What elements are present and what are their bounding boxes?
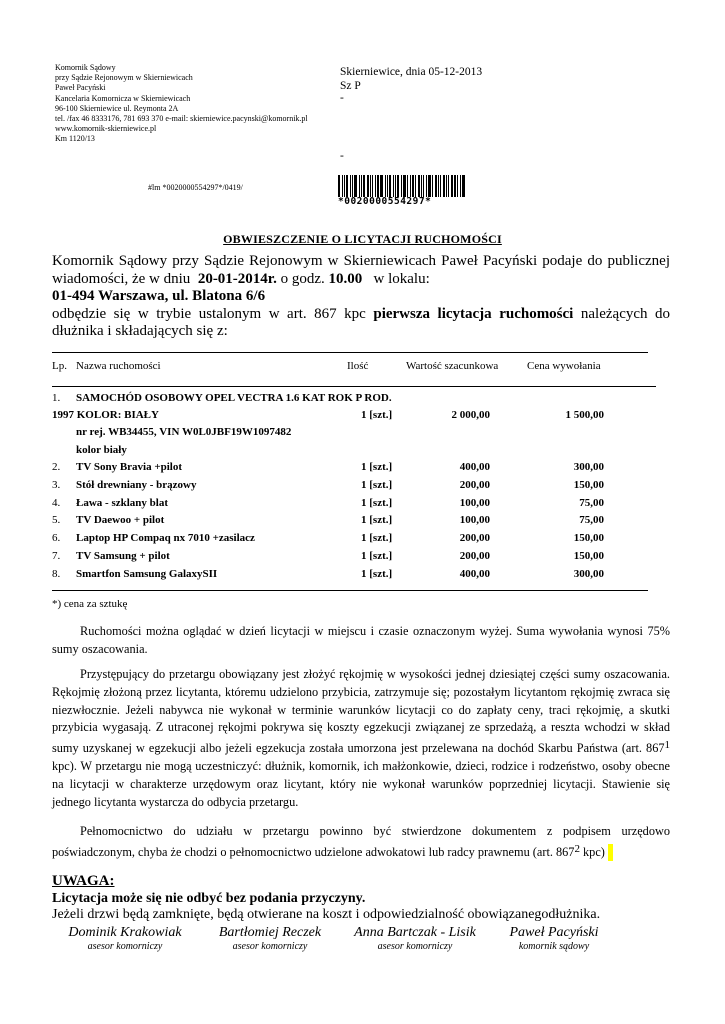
barcode-bar bbox=[451, 175, 453, 197]
item-price: 300,00 bbox=[573, 461, 604, 473]
barcode-bar bbox=[363, 175, 365, 197]
document-title: OBWIESZCZENIE O LICYTACJI RUCHOMOŚCI bbox=[223, 232, 502, 246]
footnote-1: 1 bbox=[664, 739, 670, 752]
table-rule-top bbox=[52, 352, 648, 353]
item-price: 300,00 bbox=[573, 567, 604, 580]
item-price: 150,00 bbox=[573, 532, 604, 545]
barcode-bar bbox=[375, 175, 376, 197]
barcode-bar bbox=[423, 175, 424, 197]
case-number: Km 1120/13 bbox=[55, 134, 95, 144]
item-value: 400,00 bbox=[459, 567, 490, 580]
deposit-paragraph bbox=[52, 666, 670, 811]
deposit-text-a: Przystępujący do przetargu obowiązany jest złożyć rękojmię w wysokości jednej dziesiątej części sumy oszacowania. Rękojmię złożoną przez licytanta, któremu udzielono przybicia, zatrzymuje się; pozostałym licytantom rękojmię zwraca się niezwłocznie. Jeżeli nabywca nie wykonał w terminie warunków licytacji co do zapłaty ceny, traci rękojmię, a skutki przybicia wygasają. Z utraconej rękojmi pokrywa się koszty egzekucji związanej ze sprzedażą, a reszta wchodzi w skład sumy uzyskanej w egzekucji albo jeżeli egzekucja została umorzona jest przelewana na dochód Skarbu Państwa (art. 867 bbox=[52, 667, 670, 756]
letterhead-line: przy Sądzie Rejonowym w Skierniewicach bbox=[55, 73, 193, 83]
item-qty: 1 [szt.] bbox=[361, 567, 393, 580]
barcode-bar bbox=[361, 175, 362, 197]
barcode-bar bbox=[457, 175, 458, 197]
barcode-bar bbox=[407, 175, 408, 197]
barcode-bar bbox=[454, 175, 456, 197]
item-lp: 8. bbox=[52, 567, 61, 580]
table-rule-bottom bbox=[52, 590, 648, 591]
signature-4 bbox=[498, 925, 610, 952]
item-qty: 1 [szt.] bbox=[361, 514, 393, 527]
warning-line-2: Jeżeli drzwi będą zamknięte, będą otwierane na koszt i odpowiedzialność obowiązanegodłużnika. bbox=[52, 907, 601, 922]
barcode-bar bbox=[385, 175, 386, 197]
item-name: Stół drewniany - brązowy bbox=[76, 478, 197, 491]
item-lp: 5. bbox=[52, 514, 61, 527]
document-date: Skierniewice, dnia 05-12-2013 bbox=[340, 66, 483, 78]
item-price: 150,00 bbox=[573, 478, 604, 491]
intro-place: w lokalu: bbox=[373, 270, 430, 287]
power-of-attorney-paragraph bbox=[52, 823, 670, 862]
barcode-bar bbox=[462, 175, 465, 197]
poa-text-a: Pełnomocnictwo do udziału w przetargu powinno być stwierdzone dokumentem z podpisem urzędowo poświadczonym, chyba że chodzi o pełnomocnictwo udzielone adwokatowi lub radcy prawnemu (art. 867 bbox=[52, 824, 670, 859]
highlight-mark bbox=[608, 844, 613, 861]
barcode-bar bbox=[370, 175, 371, 197]
barcode-bar bbox=[421, 175, 422, 197]
item-lp: 7. bbox=[52, 550, 61, 562]
barcode-bar bbox=[387, 175, 388, 197]
barcode-bar bbox=[393, 175, 394, 197]
item-name: TV Daewoo + pilot bbox=[76, 514, 165, 527]
barcode-bar bbox=[440, 175, 441, 197]
item-qty: 1 [szt.] bbox=[361, 532, 393, 545]
table-note: *) cena za sztukę bbox=[52, 598, 128, 610]
item-lp: 2. bbox=[52, 461, 61, 473]
barcode-bars bbox=[338, 175, 466, 197]
item-value: 200,00 bbox=[459, 478, 490, 491]
item-name: TV Sony Bravia +pilot bbox=[76, 461, 183, 473]
letterhead-line: 96-100 Skierniewice ul. Reymonta 2A bbox=[55, 103, 179, 113]
barcode-bar bbox=[359, 175, 360, 197]
barcode-bar bbox=[432, 175, 433, 197]
viewing-paragraph bbox=[52, 623, 670, 659]
letterhead-line: Kancelaria Komornicza w Skierniewicach bbox=[55, 93, 191, 103]
barcode-bar bbox=[426, 175, 427, 197]
barcode-bar bbox=[448, 175, 449, 197]
item-name: TV Samsung + pilot bbox=[76, 550, 170, 562]
signature-2 bbox=[205, 925, 335, 952]
dash-mark: - bbox=[340, 150, 344, 162]
item-lp: 6. bbox=[52, 532, 61, 545]
letterhead-line: www.komornik-skierniewice.pl bbox=[55, 124, 157, 134]
barcode-bar bbox=[395, 175, 396, 197]
letterhead-line: Paweł Pacyński bbox=[55, 83, 106, 93]
date-block bbox=[340, 65, 482, 103]
barcode-bar bbox=[354, 175, 357, 197]
signature-id: #lm *0020000554297*/0419/ bbox=[148, 183, 243, 192]
item-value: 400,00 bbox=[459, 461, 490, 473]
header-lp: Lp. bbox=[52, 360, 67, 372]
intro-text bbox=[52, 253, 670, 341]
barcode-bar bbox=[344, 175, 345, 197]
signature-name: Bartłomiej Reczek bbox=[218, 925, 322, 940]
item-lp: 1. bbox=[52, 392, 61, 404]
item-color: kolor biały bbox=[76, 444, 127, 456]
item-value: 2 000,00 bbox=[451, 409, 490, 421]
signature-role: asesor komorniczy bbox=[232, 941, 308, 952]
item-price: 1 500,00 bbox=[565, 409, 604, 421]
intro-p2a: odbędzie się w trybie ustalonym w art. 867 kpc bbox=[52, 305, 366, 322]
signature-role: asesor komorniczy bbox=[377, 941, 453, 952]
signature-role: asesor komorniczy bbox=[87, 941, 163, 952]
auction-address: 01-494 Warszawa, ul. Blatona 6/6 bbox=[52, 288, 266, 304]
barcode-bar bbox=[389, 175, 391, 197]
barcode-bar bbox=[346, 175, 348, 197]
barcode-bar bbox=[403, 175, 406, 197]
letterhead-line: tel. /fax 46 8333176, 781 693 370 e-mail: skierniewice.pacynski@komornik.pl bbox=[55, 114, 308, 124]
intro-p2c: należących do dłużnika i składających się z: bbox=[52, 305, 671, 339]
barcode-bar bbox=[410, 175, 411, 197]
item-value: 200,00 bbox=[459, 550, 490, 562]
item-price: 75,00 bbox=[579, 496, 604, 509]
header-value: Wartość szacunkowa bbox=[406, 360, 499, 372]
barcode-bar bbox=[377, 175, 379, 197]
item-name: SAMOCHÓD OSOBOWY OPEL VECTRA 1.6 KAT ROK P ROD. bbox=[76, 392, 392, 404]
header-qty: Ilość bbox=[347, 360, 369, 372]
barcode-bar bbox=[412, 175, 414, 197]
signature-role: komornik sądowy bbox=[518, 941, 590, 952]
deposit-text-b: kpc). W przetargu nie mogą uczestniczyć: dłużnik, komornik, ich małżonkowie, dzieci, rodzice i rodzeństwo, osoby obecne na licytacji w charakterze urzędowym oraz licytant, który nie wykonał warunków poprzedniej licytacji. Stawienie się jednego licytanta wystarcza do odbycia przetargu. bbox=[52, 758, 670, 809]
intro-mid: o godz. bbox=[280, 270, 325, 287]
item-value: 200,00 bbox=[459, 532, 490, 545]
table-rule-header bbox=[52, 386, 656, 387]
barcode-bar bbox=[460, 175, 461, 197]
item-qty: 1 [szt.] bbox=[361, 550, 393, 562]
poa-text-b: kpc) bbox=[579, 844, 605, 859]
barcode-text: *0020000554297* bbox=[338, 196, 432, 207]
barcode-bar bbox=[372, 175, 373, 197]
auction-type: pierwsza licytacja ruchomości bbox=[373, 305, 574, 322]
dot-mark: - bbox=[340, 92, 344, 104]
item-qty: 1 [szt.] bbox=[361, 496, 393, 509]
item-value: 100,00 bbox=[459, 496, 490, 509]
barcode-bar bbox=[367, 175, 369, 197]
item-name-cont: 1997 KOLOR: BIAŁY bbox=[52, 409, 159, 421]
footnote-2: 2 bbox=[574, 842, 580, 855]
item-lp: 4. bbox=[52, 496, 61, 509]
barcode bbox=[338, 175, 466, 207]
barcode-bar bbox=[418, 175, 420, 197]
signature-name: Dominik Krakowiak bbox=[68, 925, 182, 940]
item-qty: 1 [szt.] bbox=[361, 461, 393, 473]
item-qty: 1 [szt.] bbox=[361, 478, 393, 491]
barcode-bar bbox=[401, 175, 402, 197]
barcode-bar bbox=[443, 175, 445, 197]
barcode-bar bbox=[435, 175, 437, 197]
auction-date: 20-01-2014r. bbox=[197, 270, 277, 287]
item-registration: nr rej. WB34455, VIN W0L0JBF19W1097482 bbox=[76, 426, 292, 438]
item-value: 100,00 bbox=[459, 514, 490, 527]
intro-p1: Komornik Sądowy przy Sądzie Rejonowym w Skierniewicach Paweł Pacyński podaje do publicznej wiadomości, że w dniu bbox=[52, 253, 670, 287]
item-name: Laptop HP Compaq nx 7010 +zasilacz bbox=[76, 532, 255, 545]
header-price: Cena wywołania bbox=[527, 360, 601, 372]
warning-heading: UWAGA: bbox=[52, 873, 115, 889]
item-name: Smartfon Samsung GalaxySII bbox=[76, 567, 218, 580]
warning-line-1: Licytacja może się nie odbyć bez podania przyczyny. bbox=[52, 891, 366, 906]
barcode-bar bbox=[342, 175, 343, 197]
bailiff-letterhead bbox=[55, 63, 308, 145]
barcode-bar bbox=[397, 175, 399, 197]
item-name: Ława - szklany blat bbox=[76, 496, 168, 509]
signature-name: Paweł Pacyński bbox=[509, 925, 599, 940]
signature-3 bbox=[340, 925, 490, 952]
barcode-bar bbox=[428, 175, 431, 197]
auction-time: 10.00 bbox=[328, 270, 363, 287]
barcode-bar bbox=[446, 175, 447, 197]
barcode-bar bbox=[352, 175, 353, 197]
signature-1 bbox=[60, 925, 190, 952]
signature-name: Anna Bartczak - Lisik bbox=[354, 925, 476, 940]
header-name: Nazwa ruchomości bbox=[76, 360, 161, 372]
item-price: 150,00 bbox=[573, 550, 604, 562]
letterhead-line: Komornik Sądowy bbox=[55, 63, 116, 72]
barcode-bar bbox=[350, 175, 351, 197]
document-sign: Sz P bbox=[340, 80, 361, 92]
barcode-bar bbox=[338, 175, 340, 197]
barcode-bar bbox=[415, 175, 416, 197]
viewing-text: Ruchomości można oglądać w dzień licytacji w miejscu i czasie oznaczonym wyżej. Suma wywołania wynosi 75% sumy oszacowania. bbox=[52, 624, 670, 656]
item-price: 75,00 bbox=[579, 514, 604, 527]
item-qty: 1 [szt.] bbox=[361, 409, 393, 421]
barcode-bar bbox=[380, 175, 383, 197]
item-lp: 3. bbox=[52, 478, 61, 491]
barcode-bar bbox=[438, 175, 439, 197]
